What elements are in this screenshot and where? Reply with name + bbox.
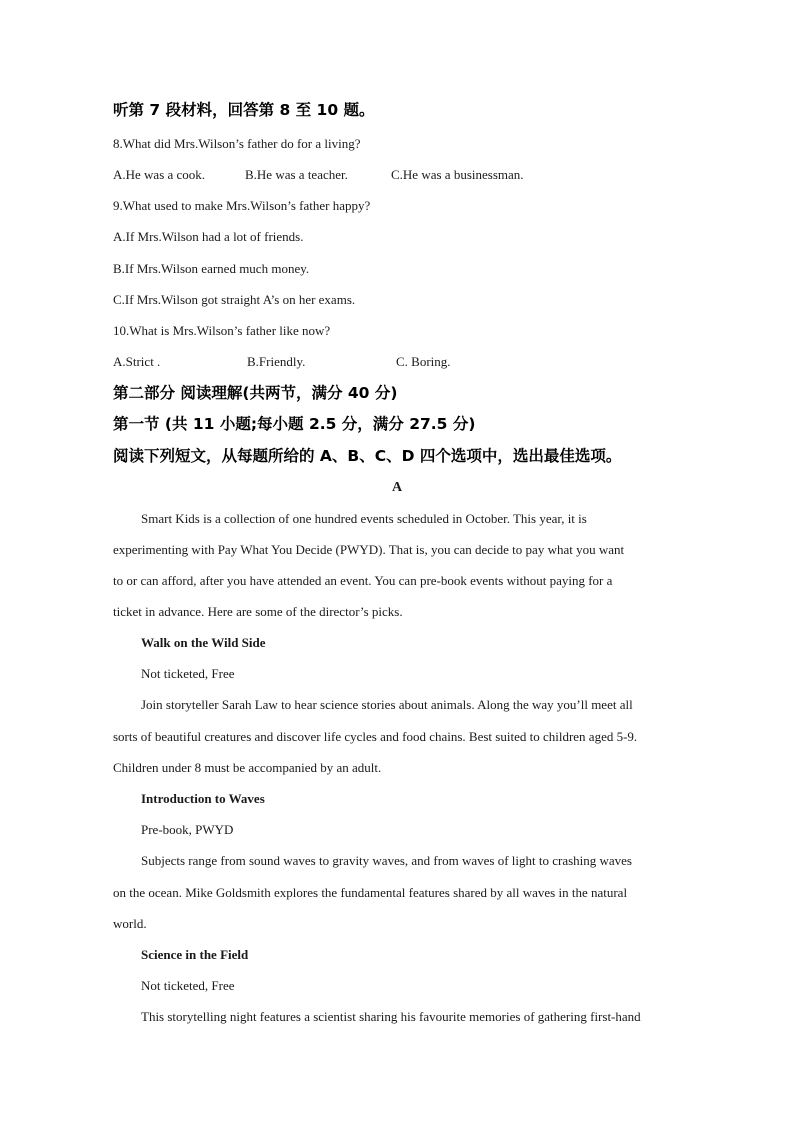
question-10-stem: 10.What is Mrs.Wilson’s father like now? — [113, 323, 331, 338]
question-9-option-c: C.If Mrs.Wilson got straight A’s on her exams. — [113, 292, 356, 307]
event-ticket: Not ticketed, Free — [141, 666, 235, 681]
intro-line-4: ticket in advance. Here are some of the director’s picks. — [113, 604, 403, 619]
intro-line-2: experimenting with Pay What You Decide (PWYD). That is, you can decide to pay what you want — [113, 542, 625, 557]
question-9-option-a: A.If Mrs.Wilson had a lot of friends. — [113, 229, 304, 244]
intro-line-3: to or can afford, after you have attended an event. You can pre-book events without paying for a — [113, 573, 613, 588]
event-line: sorts of beautiful creatures and discover life cycles and food chains. Best suited to children aged 5-9. — [113, 729, 638, 744]
passage-label: A — [391, 480, 403, 495]
reading-instruction: 阅读下列短文，从每题所给的 A、B、C、D 四个选项中，选出最佳选项。 — [113, 447, 622, 465]
event-title: Introduction to Waves — [141, 791, 265, 806]
question-8-stem: 8.What did Mrs.Wilson’s father do for a living? — [113, 136, 361, 151]
question-9-stem: 9.What used to make Mrs.Wilson’s father happy? — [113, 198, 371, 213]
event-line: Children under 8 must be accompanied by an adult. — [113, 760, 382, 775]
event-line: world. — [113, 916, 147, 931]
event-line: Subjects range from sound waves to gravity waves, and from waves of light to crashing waves — [141, 853, 632, 868]
intro-line-1: Smart Kids is a collection of one hundred events scheduled in October. This year, it is — [141, 511, 587, 526]
event-line: This storytelling night features a scientist sharing his favourite memories of gathering first-hand — [141, 1009, 641, 1024]
event-line: Join storyteller Sarah Law to hear science stories about animals. Along the way you’ll meet all — [141, 697, 633, 712]
question-8-option-a: A.He was a cook. — [113, 167, 206, 182]
listening-heading: 听第 7 段材料，回答第 8 至 10 题。 — [113, 101, 375, 119]
reading-section-heading: 第一节 (共 11 小题;每小题 2.5 分，满分 27.5 分) — [113, 415, 476, 433]
question-10-option-c: C. Boring. — [396, 354, 451, 369]
event-ticket: Not ticketed, Free — [141, 978, 235, 993]
question-8-options — [113, 167, 524, 183]
question-8-option-c: C.He was a businessman. — [391, 167, 524, 182]
question-10-option-b: B.Friendly. — [247, 354, 306, 369]
question-9-option-b: B.If Mrs.Wilson earned much money. — [113, 261, 310, 276]
question-10-options — [113, 354, 451, 370]
reading-part-heading: 第二部分 阅读理解(共两节，满分 40 分) — [113, 384, 398, 402]
event-ticket: Pre-book, PWYD — [141, 822, 234, 837]
event-title: Walk on the Wild Side — [141, 635, 266, 650]
event-title: Science in the Field — [141, 947, 249, 962]
question-8-option-b: B.He was a teacher. — [245, 167, 348, 182]
question-10-option-a: A.Strict . — [113, 354, 161, 369]
event-line: on the ocean. Mike Goldsmith explores the fundamental features shared by all waves in the natural — [113, 885, 628, 900]
